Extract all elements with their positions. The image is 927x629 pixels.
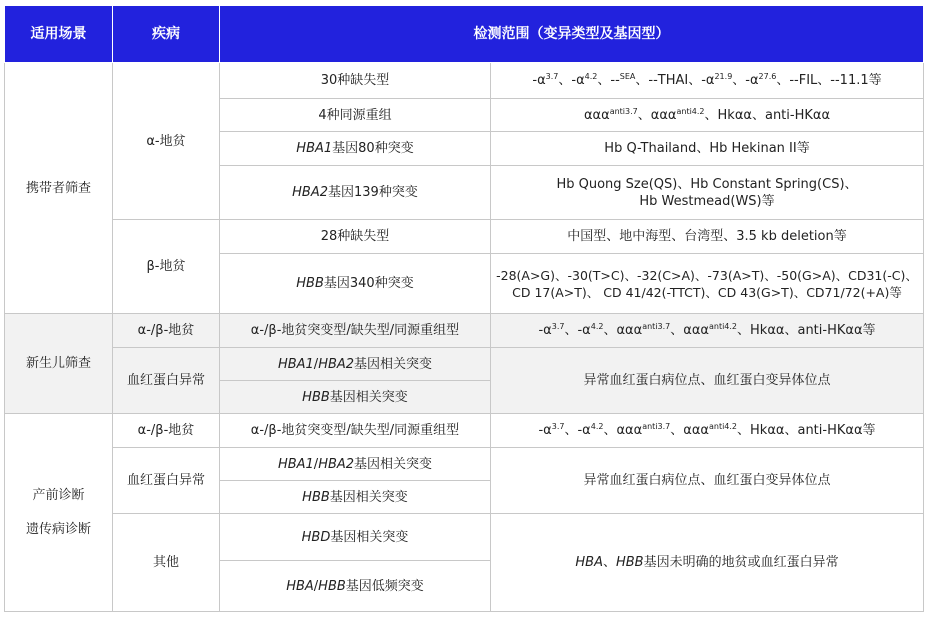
header-disease: 疾病 — [113, 6, 220, 63]
table-row — [5, 514, 924, 561]
table-row — [5, 63, 924, 99]
range-cell: HBA、HBB基因未明确的地贫或血红蛋白异常 — [491, 514, 924, 612]
type-cell: α-/β-地贫突变型/缺失型/同源重组型 — [220, 414, 491, 448]
scene-newborn: 新生儿筛查 — [5, 314, 113, 414]
gene-name: HBB — [296, 276, 324, 291]
type-cell: HBA1/HBA2基因相关突变 — [220, 348, 491, 381]
type-cell: HBA1/HBA2基因相关突变 — [220, 448, 491, 481]
range-cell: -28(A>G)、-30(T>C)、-32(C>A)、-73(A>T)、-50(G>A)、CD31(-C)、 CD 17(A>T)、 CD 41/42(-TTCT)、CD 43(G>T)、CD71/72(+A)等 — [491, 254, 924, 314]
table-row — [5, 348, 924, 381]
type-cell: 4种同源重组 — [220, 99, 491, 132]
range-cell: $-\alpha^{3.7}$、$-\alpha^{4.2}$、ααα$^{anti3.7}$、ααα$^{anti4.2}$、Hkαα、anti-HKαα等 — [491, 414, 924, 448]
table-row — [5, 414, 924, 448]
disease-beta: β-地贫 — [113, 220, 220, 314]
disease-alpha: α-地贫 — [113, 63, 220, 220]
type-cell: HBB基因相关突变 — [220, 381, 491, 414]
disease-cell: α-/β-地贫 — [113, 314, 220, 348]
type-cell: 28种缺失型 — [220, 220, 491, 254]
scene-carrier: 携带者筛查 — [5, 63, 113, 314]
type-cell: HBA/HBB基因低频突变 — [220, 561, 491, 612]
range-cell: Hb Quong Sze(QS)、Hb Constant Spring(CS)、 Hb Westmead(WS)等 — [491, 166, 924, 220]
type-cell: 30种缺失型 — [220, 63, 491, 99]
type-cell: HBD基因相关突变 — [220, 514, 491, 561]
table-row — [5, 314, 924, 348]
type-cell: HBA1基因80种突变 — [220, 132, 491, 166]
range-cell: 异常血红蛋白病位点、血红蛋白变异体位点 — [491, 348, 924, 414]
disease-other: 其他 — [113, 514, 220, 612]
type-cell: α-/β-地贫突变型/缺失型/同源重组型 — [220, 314, 491, 348]
range-cell: 异常血红蛋白病位点、血红蛋白变异体位点 — [491, 448, 924, 514]
detection-table — [4, 5, 924, 612]
range-cell: 中国型、地中海型、台湾型、3.5 kb deletion等 — [491, 220, 924, 254]
type-cell: HBB基因相关突变 — [220, 481, 491, 514]
range-cell: Hb Q-Thailand、Hb Hekinan II等 — [491, 132, 924, 166]
range-cell: $-\alpha^{3.7}$、$-\alpha^{4.2}$、--$^{SEA}$、--THAI、$-\alpha^{21.9}$、$-\alpha^{27.6}$、--FIL、--11.1等 — [491, 63, 924, 99]
header-range: 检测范围（变异类型及基因型） — [220, 6, 924, 63]
type-cell: HBA2基因139种突变 — [220, 166, 491, 220]
header-scene: 适用场景 — [5, 6, 113, 63]
type-cell: HBB基因340种突变 — [220, 254, 491, 314]
disease-hb: 血红蛋白异常 — [113, 448, 220, 514]
table-row — [5, 448, 924, 481]
gene-name: HBA1 — [296, 141, 333, 156]
disease-cell: α-/β-地贫 — [113, 414, 220, 448]
gene-name: HBA2 — [292, 185, 329, 200]
disease-hb: 血红蛋白异常 — [113, 348, 220, 414]
table-row — [5, 220, 924, 254]
header-row — [5, 6, 924, 63]
range-cell: $-\alpha^{3.7}$、$-\alpha^{4.2}$、ααα$^{anti3.7}$、ααα$^{anti4.2}$、Hkαα、anti-HKαα等 — [491, 314, 924, 348]
range-cell: ααα$^{anti3.7}$、ααα$^{anti4.2}$、Hkαα、anti-HKαα — [491, 99, 924, 132]
scene-prenatal: 产前诊断 遗传病诊断 — [5, 414, 113, 612]
